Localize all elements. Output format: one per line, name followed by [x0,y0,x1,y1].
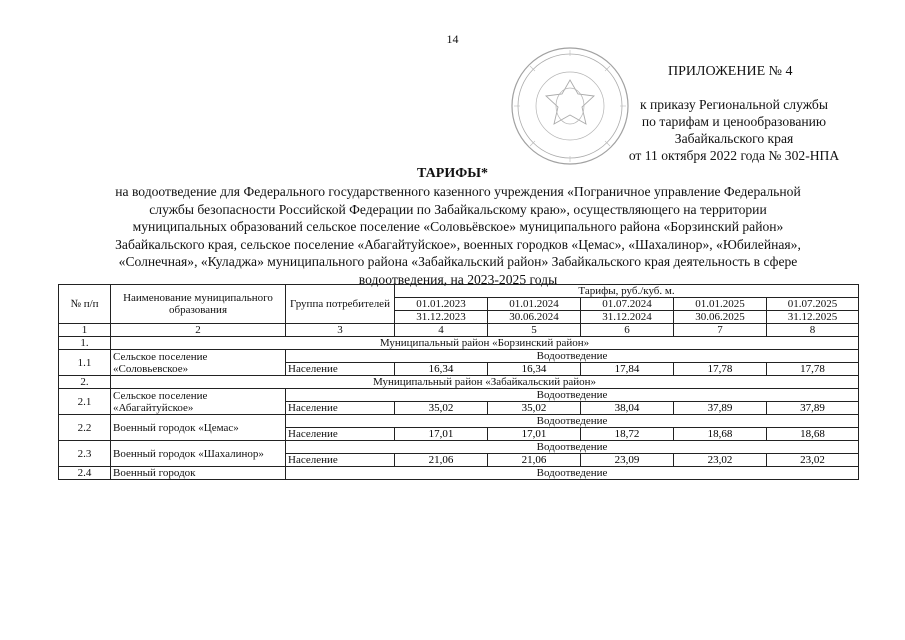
subtitle-line: Забайкальского края, сельское поселение «Абагайтуйское», военных городков «Цемас», «Шахалинор», «Юбилейная», [115,236,801,252]
tariff-value: 23,09 [581,454,674,467]
row-group: Население [286,428,395,441]
period-to: 30.06.2024 [488,311,581,324]
header-group: Группа потребителей [286,285,395,324]
tariff-value: 35,02 [488,402,581,415]
tariff-value: 23,02 [767,454,859,467]
order-ref-line: по тарифам и ценообразованию [641,114,827,129]
header-tariffs: Тарифы, руб./куб. м. [395,285,859,298]
table-row [59,467,859,480]
period-from: 01.07.2024 [581,298,674,311]
section-num: 2. [59,376,111,389]
subtitle-line: на водоотведение для Федерального государственного казенного учреждения «Пограничное управление Федеральной [115,184,801,199]
section-title: Муниципальный район «Забайкальский район» [111,376,859,389]
row-num: 2.1 [59,389,111,415]
service-label: Водоотведение [286,467,859,480]
table-row [59,441,859,454]
tariff-value: 18,68 [767,428,859,441]
period-to: 31.12.2023 [395,311,488,324]
period-to: 30.06.2025 [674,311,767,324]
column-number: 8 [767,324,859,337]
subtitle-line: водоотведения, на 2023-2025 годы [358,271,558,287]
row-name: Военный городок «Цемас» [111,415,286,441]
tariff-value: 21,06 [395,454,488,467]
tariff-value: 35,02 [395,402,488,415]
column-number: 7 [674,324,767,337]
page-number: 14 [446,32,459,46]
tariff-value: 18,68 [674,428,767,441]
tariff-table [58,284,859,480]
row-name: Сельское поселение «Соловьевское» [111,350,286,376]
row-group: Население [286,402,395,415]
tariff-value: 38,04 [581,402,674,415]
row-num: 1.1 [59,350,111,376]
tariff-value: 16,34 [488,363,581,376]
tariff-value: 37,89 [674,402,767,415]
tariff-value: 18,72 [581,428,674,441]
column-number: 6 [581,324,674,337]
period-from: 01.07.2025 [767,298,859,311]
row-group: Население [286,454,395,467]
order-ref-line: от 11 октября 2022 года № 302-НПА [628,148,840,163]
period-from: 01.01.2023 [395,298,488,311]
header-name: Наименование муниципального образования [111,285,286,324]
document-subtitle [74,183,842,289]
period-from: 01.01.2024 [488,298,581,311]
tariff-value: 16,34 [395,363,488,376]
section-title: Муниципальный район «Борзинский район» [111,337,859,350]
order-reference [606,96,862,164]
period-from: 01.01.2025 [674,298,767,311]
table-row [59,389,859,402]
order-ref-line: к приказу Региональной службы [640,97,828,112]
tariff-value: 17,01 [395,428,488,441]
row-name: Сельское поселение «Абагайтуйское» [111,389,286,415]
row-num: 2.2 [59,415,111,441]
table-row [59,415,859,428]
table-row [59,350,859,363]
appendix-title: ПРИЛОЖЕНИЕ № 4 [668,64,793,79]
tariff-value: 17,78 [674,363,767,376]
column-number: 5 [488,324,581,337]
service-label: Водоотведение [286,389,859,402]
service-label: Водоотведение [286,441,859,454]
tariff-value: 17,78 [767,363,859,376]
column-number: 2 [111,324,286,337]
section-row [59,376,859,389]
column-number: 4 [395,324,488,337]
section-row [59,337,859,350]
section-num: 1. [59,337,111,350]
tariff-value: 23,02 [674,454,767,467]
row-name: Военный городок [111,467,286,480]
period-to: 31.12.2024 [581,311,674,324]
subtitle-line: службы безопасности Российской Федерации по Забайкальскому краю», осуществляющего на территории [149,201,767,217]
tariff-value: 21,06 [488,454,581,467]
order-ref-line: Забайкальского края [674,131,794,146]
subtitle-line: муниципальных образований сельское поселение «Соловьёвское» муниципального района «Борзинский район» [132,219,784,235]
row-group: Население [286,363,395,376]
tariff-value: 17,84 [581,363,674,376]
document-title: ТАРИФЫ* [417,166,488,181]
column-number: 1 [59,324,111,337]
column-number: 3 [286,324,395,337]
row-num: 2.3 [59,441,111,467]
service-label: Водоотведение [286,415,859,428]
tariff-value: 17,01 [488,428,581,441]
subtitle-line: «Солнечная», «Куладжа» муниципального района «Забайкальский район» Забайкальского края деятельность в сфере [118,254,798,270]
row-name: Военный городок «Шахалинор» [111,441,286,467]
row-num: 2.4 [59,467,111,480]
service-label: Водоотведение [286,350,859,363]
period-to: 31.12.2025 [767,311,859,324]
header-num: № п/п [59,285,111,324]
tariff-value: 37,89 [767,402,859,415]
